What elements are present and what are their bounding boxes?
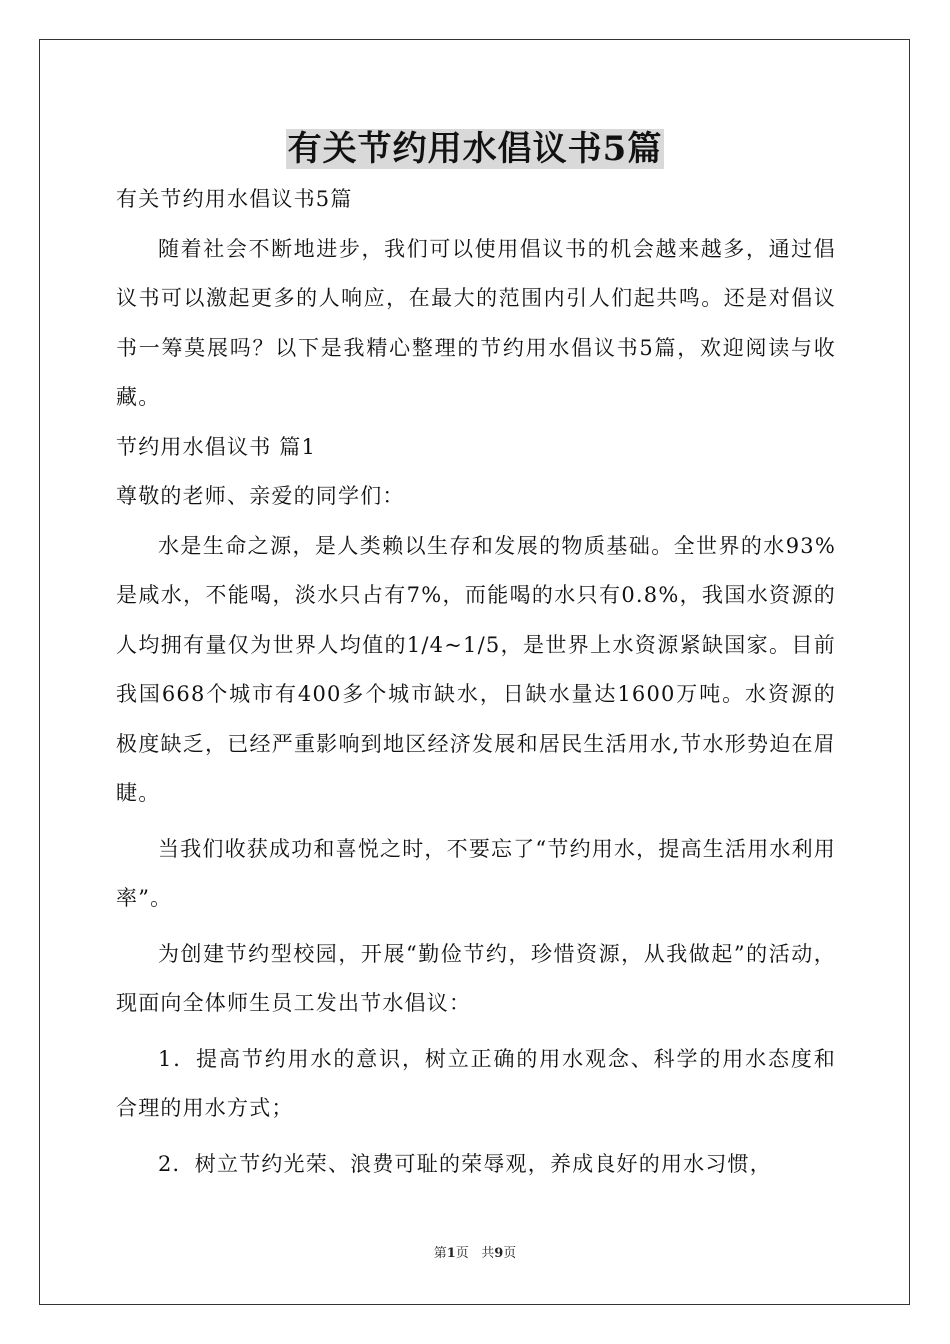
total-prefix: 共 xyxy=(481,1246,495,1261)
body-paragraph: 当我们收获成功和喜悦之时，不要忘了“节约用水，提高生活用水利用率”。 xyxy=(116,836,836,910)
page-footer xyxy=(0,1244,950,1264)
list-item: 1．提高节约用水的意识，树立正确的用水观念、科学的用水态度和合理的用水方式； xyxy=(116,1046,836,1120)
total-unit: 页 xyxy=(503,1246,517,1261)
page-total: 9 xyxy=(494,1246,504,1261)
page-number: 1 xyxy=(446,1246,456,1261)
list-item: 2．树立节约光荣、浪费可耻的荣辱观，养成良好的用水习惯， xyxy=(158,1151,772,1176)
page-prefix: 第 xyxy=(433,1246,447,1261)
body-paragraph: 为创建节约型校园，开展“勤俭节约，珍惜资源，从我做起”的活动，现面向全体师生员工发出节水倡议： xyxy=(116,941,836,1015)
page-unit: 页 xyxy=(455,1246,469,1261)
section-heading: 节约用水倡议书 篇1 xyxy=(116,434,317,459)
document-title-text: 有关节约用水倡议书5篇 xyxy=(287,129,663,169)
salutation: 尊敬的老师、亲爱的同学们： xyxy=(116,484,405,508)
body-paragraph: 水是生命之源，是人类赖以生存和发展的物质基础。全世界的水93%是咸水，不能喝，淡水只占有7%，而能喝的水只有0.8%，我国水资源的人均拥有量仅为世界人均值的1/4~1/5，是世界上水资源紧缺国家。目前我国668个城市有400多个城市缺水，日缺水量达1600万吨。水资源的极度缺乏，已经严重影响到地区经济发展和居民生活用水,节水形势迫在眉睫。 xyxy=(116,533,836,805)
intro-paragraph: 随着社会不断地进步，我们可以使用倡议书的机会越来越多，通过倡议书可以激起更多的人响应，在最大的范围内引人们起共鸣。还是对倡议书一筹莫展吗？以下是我精心整理的节约用水倡议书5篇，欢迎阅读与收藏。 xyxy=(116,236,836,409)
document-body xyxy=(116,175,836,1189)
document-title xyxy=(0,126,950,172)
subtitle-paragraph: 有关节约用水倡议书5篇 xyxy=(116,187,353,211)
